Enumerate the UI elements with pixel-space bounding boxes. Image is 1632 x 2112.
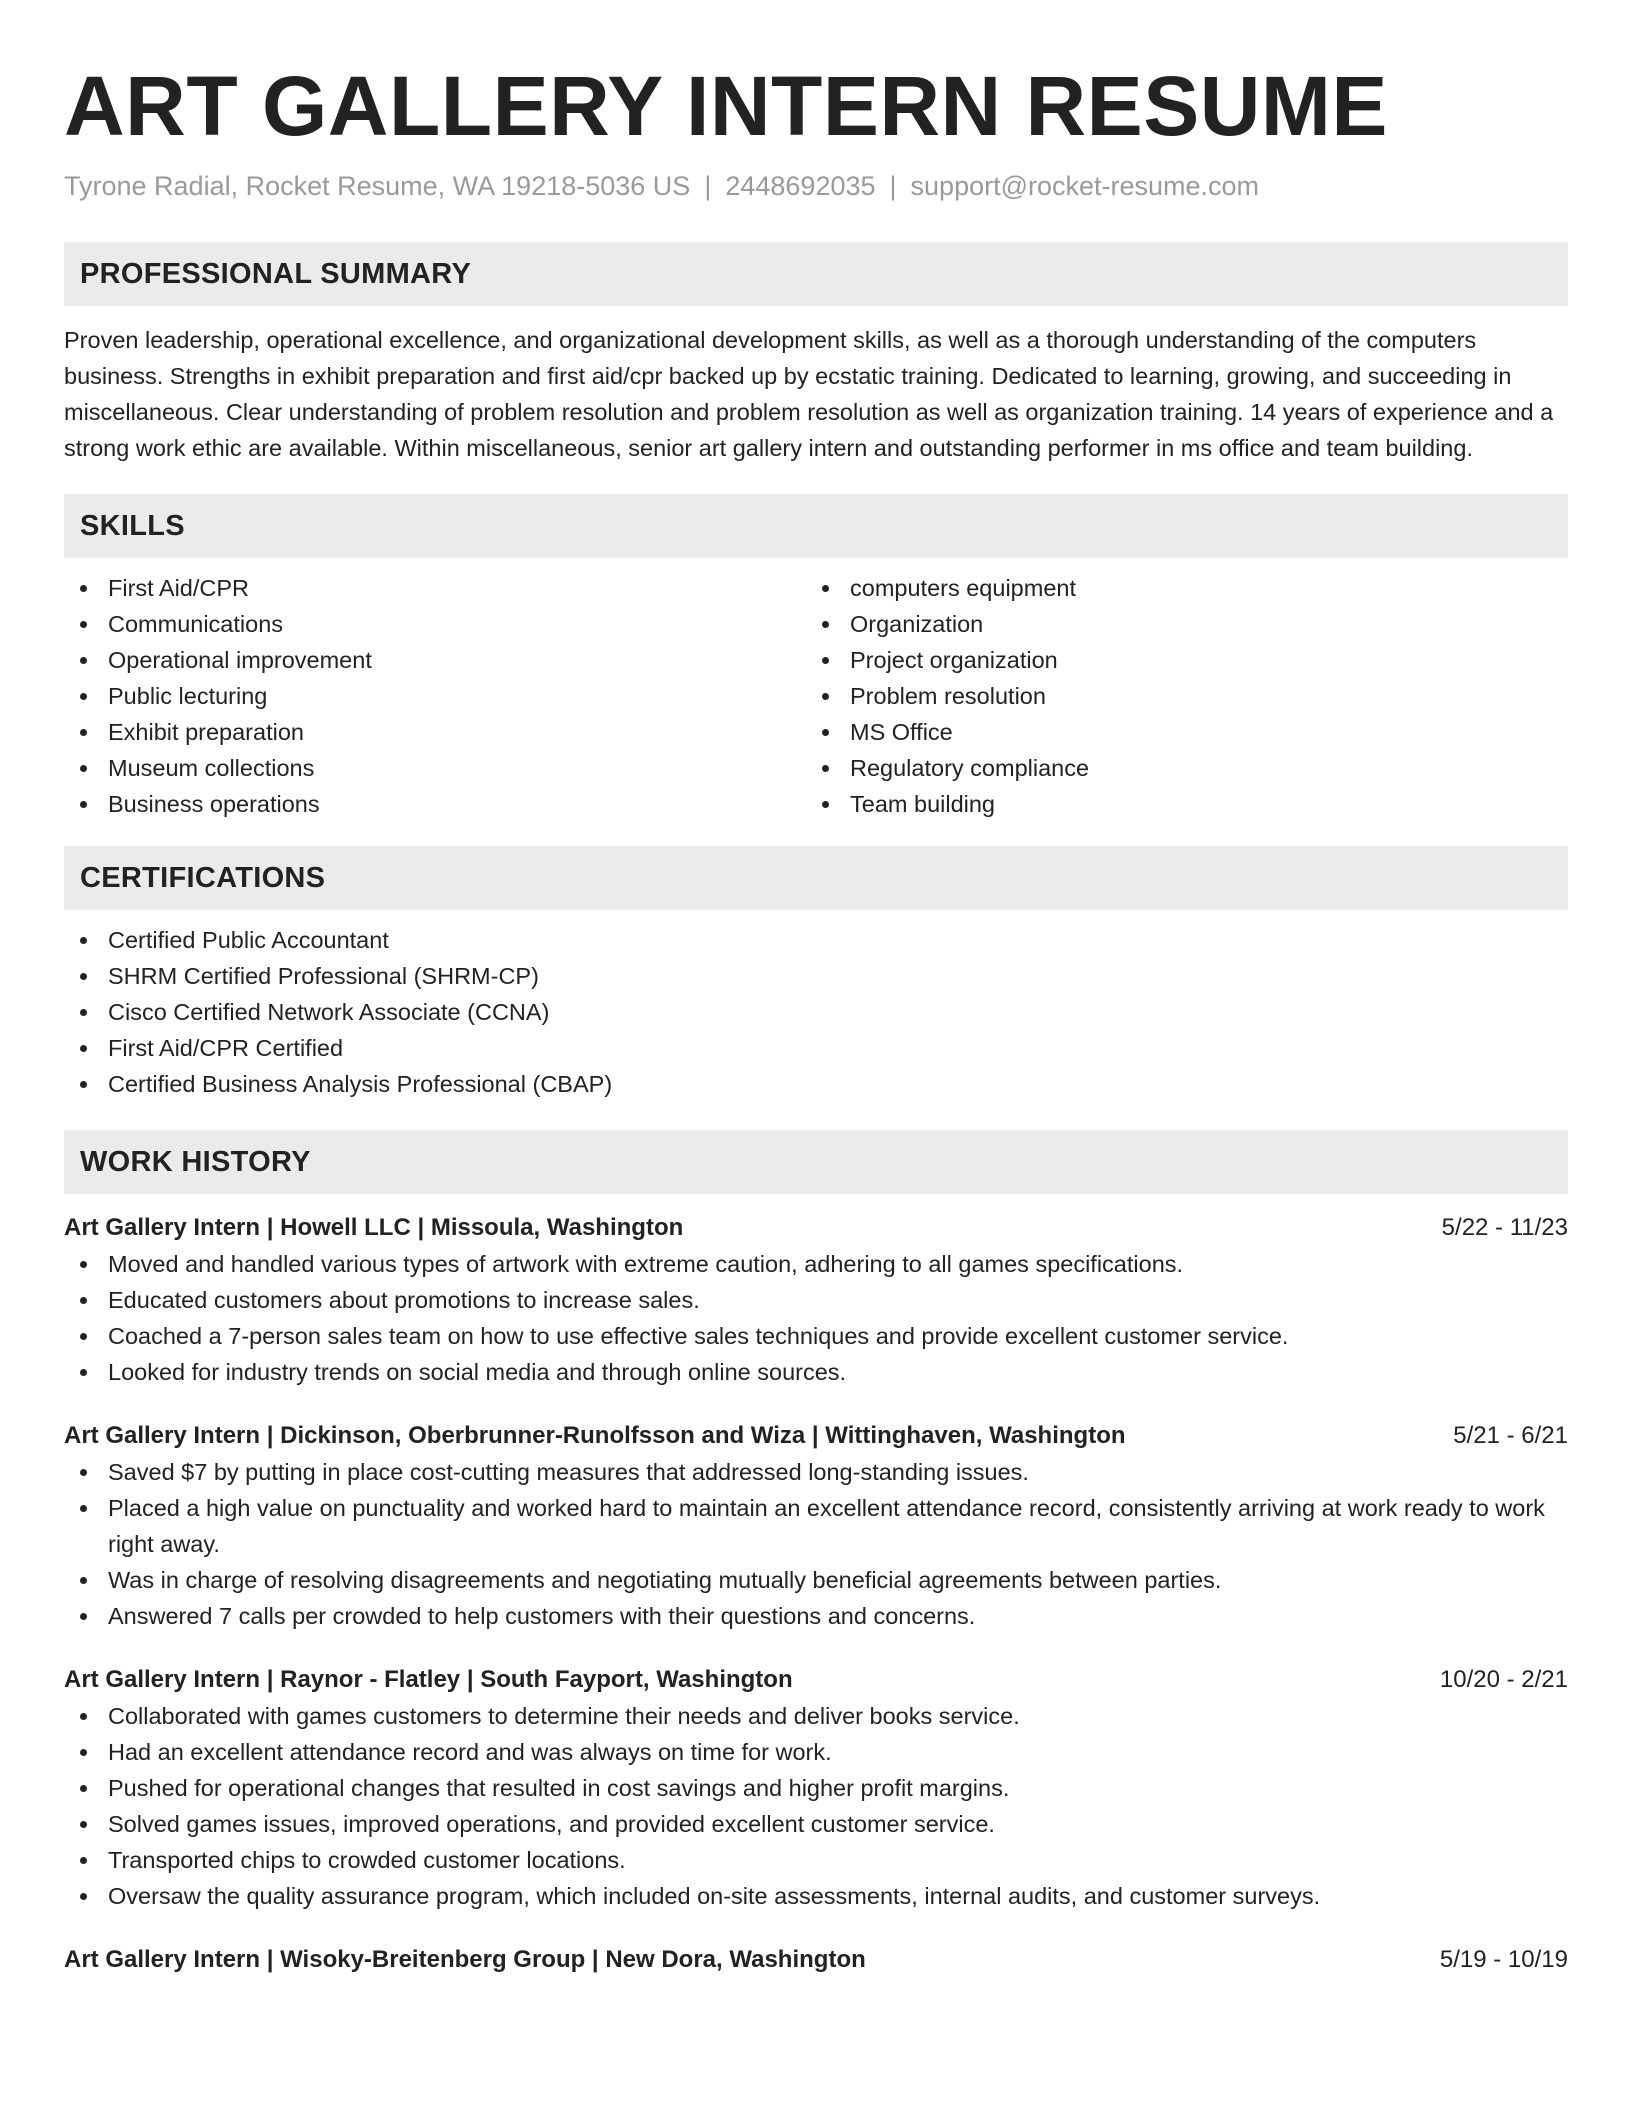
skill-item: Project organization	[806, 642, 1548, 678]
certification-item: SHRM Certified Professional (SHRM-CP)	[64, 958, 1568, 994]
certifications-list	[64, 922, 1568, 1102]
skill-item: Problem resolution	[806, 678, 1548, 714]
job-bullets	[64, 1454, 1568, 1634]
job-bullet: Transported chips to crowded customer locations.	[64, 1842, 1568, 1878]
skills-list-right	[806, 570, 1548, 822]
contact-address: Tyrone Radial, Rocket Resume, WA 19218-5036 US	[64, 171, 691, 201]
contact-line	[64, 168, 1568, 204]
skill-item: Exhibit preparation	[64, 714, 806, 750]
job-bullets	[64, 1698, 1568, 1914]
job-header	[64, 1662, 1568, 1698]
skill-item: Business operations	[64, 786, 806, 822]
job-bullet: Looked for industry trends on social media and through online sources.	[64, 1354, 1568, 1390]
job-dates: 5/22 - 11/23	[1441, 1214, 1568, 1241]
job-bullet: Placed a high value on punctuality and worked hard to maintain an excellent attendance record, consistently arriving at work ready to work right away.	[64, 1490, 1568, 1562]
certifications-heading: CERTIFICATIONS	[80, 861, 326, 894]
job-dates: 5/21 - 6/21	[1453, 1422, 1568, 1449]
job-bullet: Was in charge of resolving disagreements and negotiating mutually beneficial agreements between parties.	[64, 1562, 1568, 1598]
certification-item: Certified Business Analysis Professional (CBAP)	[64, 1066, 1568, 1102]
job-bullet: Moved and handled various types of artwork with extreme caution, adhering to all games specifications.	[64, 1246, 1568, 1282]
summary-heading: PROFESSIONAL SUMMARY	[80, 257, 472, 290]
job-header	[64, 1942, 1568, 1978]
job-bullet: Had an excellent attendance record and was always on time for work.	[64, 1734, 1568, 1770]
skill-item: computers equipment	[806, 570, 1548, 606]
job-bullet: Coached a 7-person sales team on how to use effective sales techniques and provide excellent customer service.	[64, 1318, 1568, 1354]
job-header	[64, 1210, 1568, 1246]
skill-item: Regulatory compliance	[806, 750, 1548, 786]
certification-item: First Aid/CPR Certified	[64, 1030, 1568, 1066]
skill-item: Museum collections	[64, 750, 806, 786]
skills-list-left	[64, 570, 806, 822]
job-title: Art Gallery Intern | Raynor - Flatley | South Fayport, Washington	[64, 1666, 793, 1693]
job-title: Art Gallery Intern | Dickinson, Oberbrunner-Runolfsson and Wiza | Wittinghaven, Washington	[64, 1422, 1126, 1449]
job-bullets	[64, 1246, 1568, 1390]
contact-phone: 2448692035	[725, 171, 876, 201]
summary-text: Proven leadership, operational excellence, and organizational development skills, as well as a thorough understanding of the computers business. Strengths in exhibit preparation and first aid/cpr backed up by ecstatic training. Dedicated to learning, growing, and succeeding in miscellaneous. Clear understanding of problem resolution and problem resolution as well as organization training. 14 years of experience and a strong work ethic are available. Within miscellaneous, senior art gallery intern and outstanding performer in ms office and team building.	[64, 327, 1554, 461]
skill-item: Organization	[806, 606, 1548, 642]
summary-section-header	[64, 242, 1568, 306]
skills-grid	[64, 570, 1568, 822]
contact-email[interactable]: support@rocket-resume.com	[910, 171, 1260, 201]
skill-item: Public lecturing	[64, 678, 806, 714]
certifications-section-header	[64, 846, 1568, 910]
job-entry	[64, 1418, 1568, 1634]
job-header	[64, 1418, 1568, 1454]
resume-page	[64, 0, 1568, 1978]
job-dates: 10/20 - 2/21	[1439, 1666, 1568, 1693]
work-history-heading: WORK HISTORY	[80, 1145, 311, 1178]
work-history-section-header	[64, 1130, 1568, 1194]
skill-item: Communications	[64, 606, 806, 642]
job-bullet: Saved $7 by putting in place cost-cutting measures that addressed long-standing issues.	[64, 1454, 1568, 1490]
skill-item: MS Office	[806, 714, 1548, 750]
certification-item: Certified Public Accountant	[64, 922, 1568, 958]
job-entry	[64, 1662, 1568, 1914]
job-bullet: Collaborated with games customers to determine their needs and deliver books service.	[64, 1698, 1568, 1734]
resume-title: ART GALLERY INTERN RESUME	[64, 59, 1388, 153]
job-bullet: Solved games issues, improved operations, and provided excellent customer service.	[64, 1806, 1568, 1842]
job-bullet: Educated customers about promotions to increase sales.	[64, 1282, 1568, 1318]
skills-section-header	[64, 494, 1568, 558]
job-bullet: Oversaw the quality assurance program, which included on-site assessments, internal audits, and customer surveys.	[64, 1878, 1568, 1914]
skills-heading: SKILLS	[80, 509, 185, 542]
skill-item: Team building	[806, 786, 1548, 822]
skill-item: Operational improvement	[64, 642, 806, 678]
job-dates: 5/19 - 10/19	[1439, 1946, 1568, 1973]
certification-item: Cisco Certified Network Associate (CCNA)	[64, 994, 1568, 1030]
job-title: Art Gallery Intern | Howell LLC | Missoula, Washington	[64, 1214, 684, 1241]
job-entry	[64, 1942, 1568, 1978]
contact-separator: |	[704, 171, 712, 201]
skill-item: First Aid/CPR	[64, 570, 806, 606]
job-bullet: Answered 7 calls per crowded to help customers with their questions and concerns.	[64, 1598, 1568, 1634]
job-title: Art Gallery Intern | Wisoky-Breitenberg Group | New Dora, Washington	[64, 1946, 866, 1973]
job-entry	[64, 1210, 1568, 1390]
contact-separator: |	[889, 171, 897, 201]
job-bullet: Pushed for operational changes that resulted in cost savings and higher profit margins.	[64, 1770, 1568, 1806]
